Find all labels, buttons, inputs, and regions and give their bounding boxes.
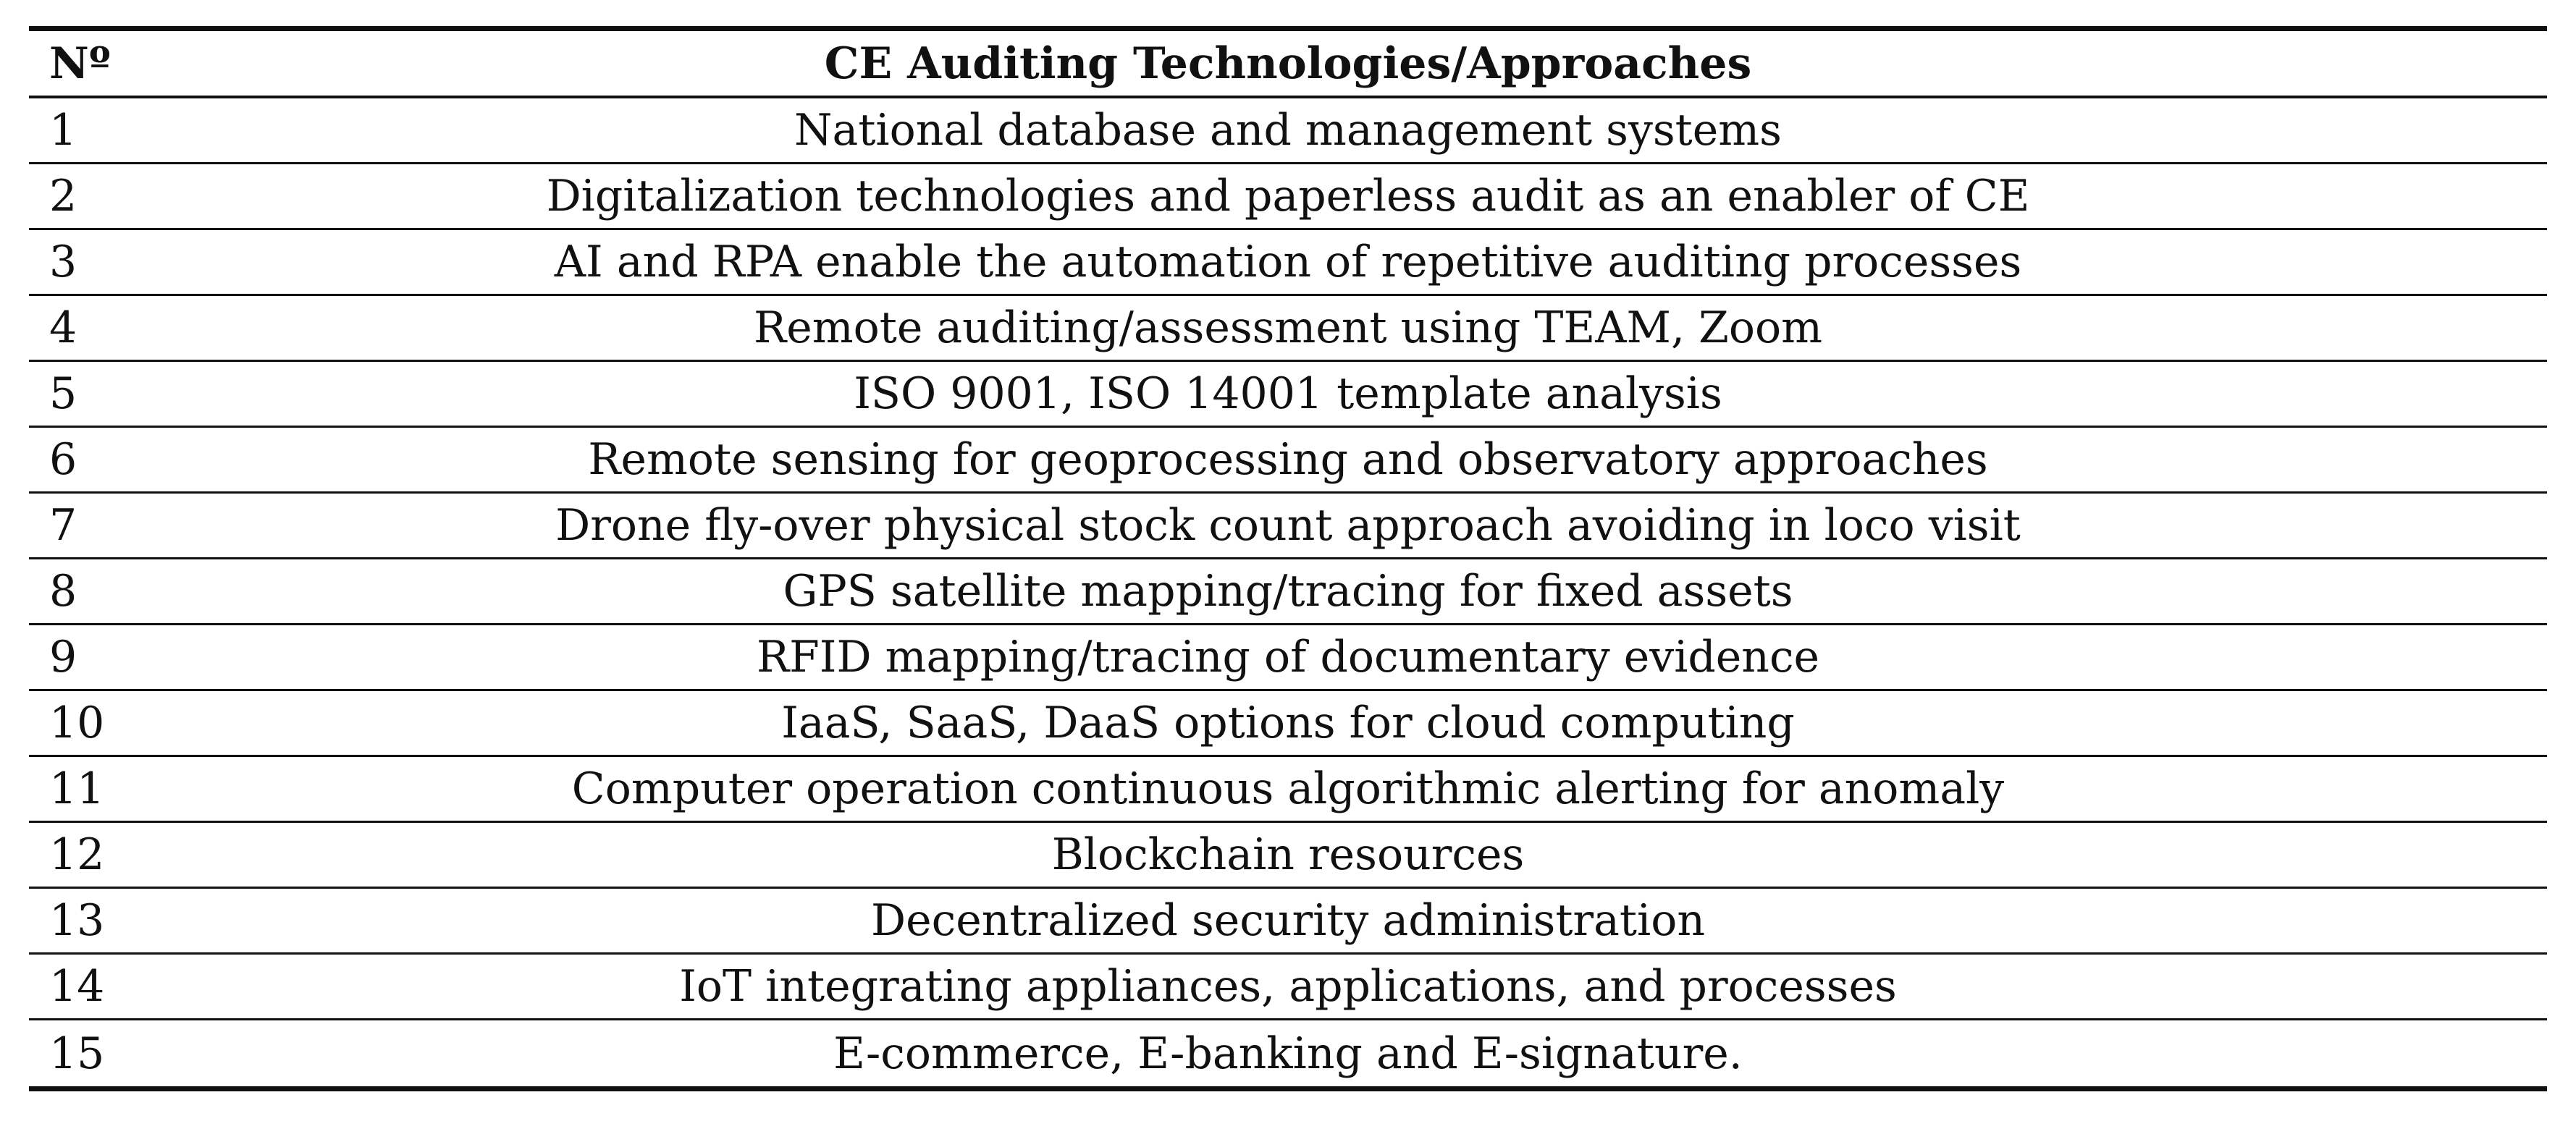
row-text: IaaS, SaaS, DaaS options for cloud computing — [781, 698, 1795, 748]
ce-auditing-table — [29, 26, 2547, 1091]
table-row — [29, 955, 2547, 1020]
row-text: AI and RPA enable the automation of repetitive auditing processes — [554, 237, 2022, 287]
row-text: National database and management systems — [794, 105, 1782, 156]
row-text: Blockchain resources — [1051, 829, 1525, 880]
row-number: 5 — [49, 368, 77, 419]
row-number: 8 — [49, 566, 77, 617]
row-text: E-commerce, E-banking and E-signature. — [833, 1028, 1743, 1079]
row-text: Remote auditing/assessment using TEAM, Zoom — [754, 303, 1822, 353]
table-row — [29, 691, 2547, 757]
table-row — [29, 823, 2547, 889]
table-header-row — [29, 31, 2547, 98]
row-text: Digitalization technologies and paperless audit as an enabler of CE — [546, 171, 2030, 221]
row-number: 3 — [49, 237, 77, 287]
row-text: RFID mapping/tracing of documentary evidence — [756, 632, 1820, 682]
row-text: Remote sensing for geoprocessing and observatory approaches — [588, 434, 1988, 485]
table-row — [29, 296, 2547, 362]
row-number: 11 — [49, 764, 105, 814]
table-row — [29, 230, 2547, 296]
row-number: 4 — [49, 303, 77, 353]
column-header-title: CE Auditing Technologies/Approaches — [824, 38, 1752, 89]
row-number: 13 — [49, 895, 105, 946]
table-row — [29, 362, 2547, 428]
table-row — [29, 757, 2547, 823]
table-row — [29, 625, 2547, 691]
table-row — [29, 98, 2547, 164]
table-row — [29, 164, 2547, 230]
row-text: GPS satellite mapping/tracing for fixed assets — [783, 566, 1793, 617]
row-number: 14 — [49, 961, 105, 1012]
row-text: IoT integrating appliances, applications, and processes — [679, 961, 1897, 1012]
row-number: 9 — [49, 632, 77, 682]
row-number: 15 — [49, 1028, 105, 1079]
row-text: Drone fly-over physical stock count approach avoiding in loco visit — [555, 500, 2021, 551]
table-row — [29, 494, 2547, 559]
table-row — [29, 559, 2547, 625]
table-row — [29, 428, 2547, 494]
table-row — [29, 889, 2547, 955]
row-number: 6 — [49, 434, 77, 485]
row-text: Computer operation continuous algorithmic alerting for anomaly — [571, 764, 2005, 814]
row-number: 10 — [49, 698, 105, 748]
row-number: 2 — [49, 171, 77, 221]
table-row — [29, 1020, 2547, 1086]
row-text: Decentralized security administration — [871, 895, 1705, 946]
row-number: 12 — [49, 829, 105, 880]
row-text: ISO 9001, ISO 14001 template analysis — [854, 368, 1722, 419]
column-header-number: Nº — [49, 38, 111, 89]
row-number: 1 — [49, 105, 77, 156]
row-number: 7 — [49, 500, 77, 551]
